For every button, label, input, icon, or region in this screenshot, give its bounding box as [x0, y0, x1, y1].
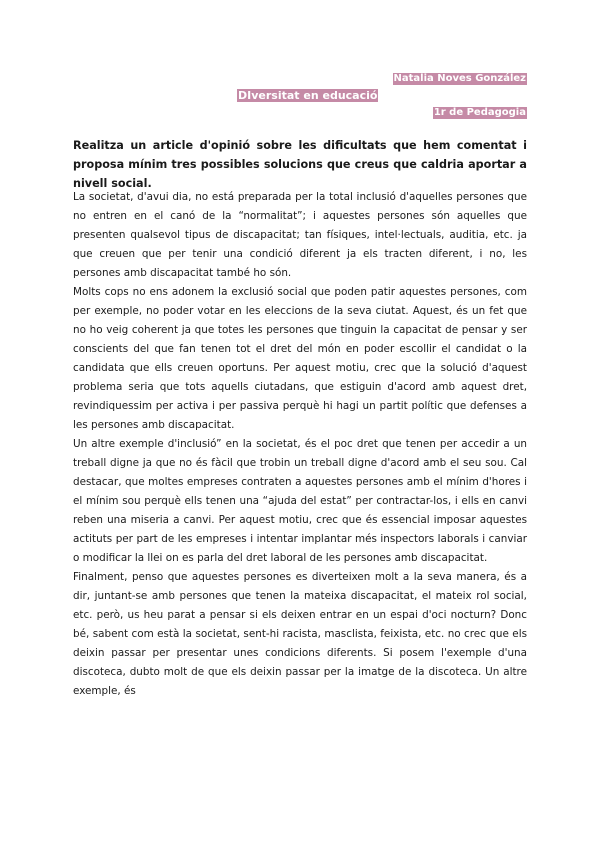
paragraph-3: Un altre exemple d'inclusió” en la societat, és el poc dret que tenen per accedir a un treball digne ja que no és fàcil que trobin un treball digne d'acord amb el seu sou. Cal destacar, que moltes empreses contraten a aquestes persones amb el mínim d'hores i el mínim sou perquè ells tenen una “ajuda del estat” per contractar-los, i ells en canvi reben una miseria a canvi. Per aquest motiu, crec que és essencial imposar aquestes actituts per part de les empreses i intentar implantar més inspectors laborals i canviar o modificar la llei on es parla del dret laboral de les persones amb discapacitat.	[73, 438, 527, 564]
assignment-prompt: Realitza un article d'opinió sobre les dificultats que hem comentat i proposa mínim tres possibles solucions que creus que caldria aportar a nivell social.	[73, 139, 527, 190]
paragraph-2: Molts cops no ens adonem la exclusió social que poden patir aquestes persones, com per exemple, no poder votar en les eleccions de la seva ciutat. Aquest, és un fet que no ho veig coherent ja que totes les persones que tinguin la capacitat de pensar y ser conscients del que fan tenen tot el dret del món en poder escollir el candidat o la candidata que ells creuen oportuns. Per aquest motiu, crec que la solució d'aquest problema seria que tots aquells ciutadans, que estiguin d'acord amb aquest dret, revindiquessim per activa i per passiva perquè hi hagi un partit polític que defenses a les persones amb discapacitat.	[73, 286, 527, 431]
article-body	[73, 188, 527, 701]
document-title: DIversitat en educació	[238, 89, 378, 102]
paragraph-4: Finalment, penso que aquestes persones es diverteixen molt a la seva manera, és a dir, juntant-se amb persones que tenen la mateixa discapacitat, el mateix rol social, etc. però, us heu parat a pensar si els deixen entrar en un espai d'oci nocturn? Donc bé, sabent com està la societat, sent-hi racista, masclista, feixista, etc. no crec que els deixin passar per presentar unes condicions diferents. Si posem l'exemple d'una discoteca, dubto molt de que els deixin passar per la imatge de la discoteca. Un altre exemple, és	[73, 571, 527, 697]
paragraph-1: La societat, d'avui dia, no está preparada per la total inclusió d'aquelles persones que no entren en el canó de la “normalitat”; i aquestes persones són aquelles que presenten qualsevol tipus de discapacitat; tan físiques, intel·lectuals, auditia, etc. ja que creuen que per tenir una condició diferent ja els tracten diferent, i no, les persones amb discapacitat també ho són.	[73, 191, 527, 279]
course-label: 1r de Pedagogia	[433, 107, 526, 118]
author-name: Natalia Noves González	[393, 73, 526, 84]
